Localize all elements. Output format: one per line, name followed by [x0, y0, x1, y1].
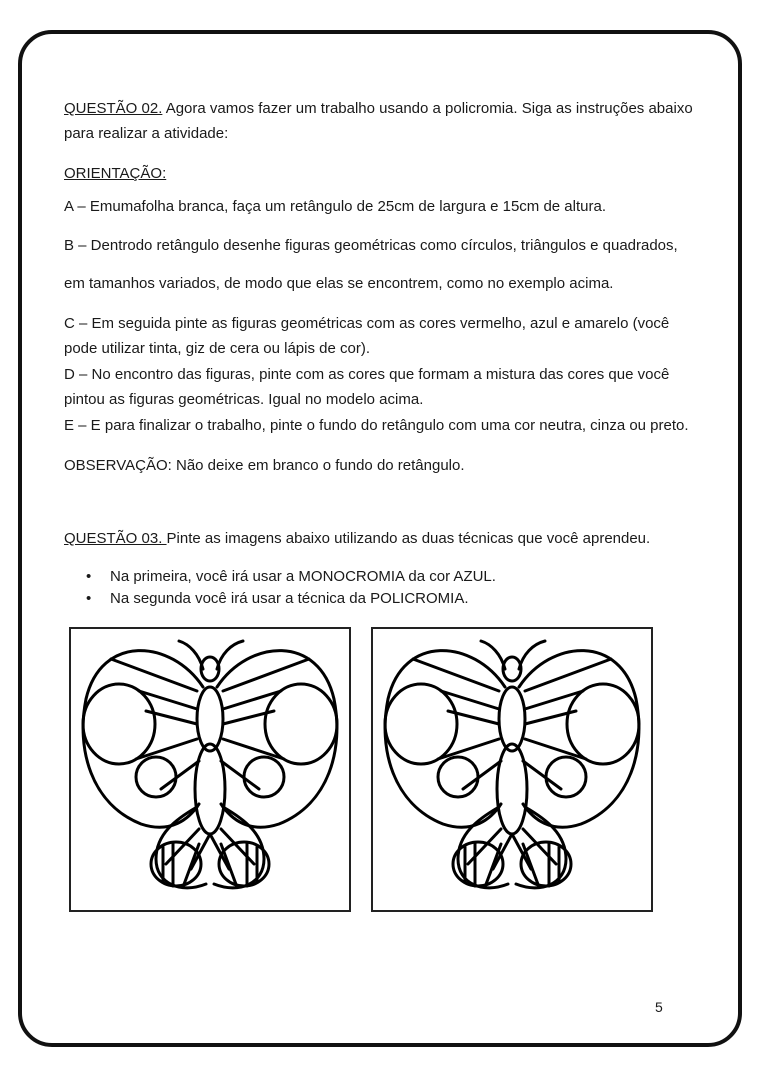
list-item [86, 566, 496, 588]
step-b-line1: B – Dentrodo retângulo desenhe figuras geométricas como círculos, triângulos e quadrados, [64, 237, 678, 254]
step-d: D – No encontro das figuras, pinte com as cores que formam a mistura das cores que você pintou as figuras geométricas. Igual no modelo acima. [64, 366, 670, 408]
bullet-icon: • [86, 568, 92, 585]
question-03-label: QUESTÃO 03. [64, 530, 167, 547]
step-a-letter: A [64, 198, 74, 215]
list-item-text: Na segunda você irá usar a técnica da POLICROMIA. [110, 590, 469, 607]
question-03-text: Pinte as imagens abaixo utilizando as duas técnicas que você aprendeu. [166, 530, 651, 547]
instruction-list [86, 566, 496, 610]
observation: OBSERVAÇÃO: Não deixe em branco o fundo do retângulo. [64, 457, 465, 474]
orientation-label: ORIENTAÇÃO: [64, 165, 167, 182]
step-a-text: – Emumafolha branca, faça um retângulo de 25cm de largura e 15cm de altura. [73, 198, 606, 215]
page-number: 5 [655, 999, 663, 1015]
step-a [64, 194, 606, 219]
list-item [86, 588, 496, 610]
step-b-line2: em tamanhos variados, de modo que elas se encontrem, como no exemplo acima. [64, 275, 614, 292]
list-item-text: Na primeira, você irá usar a MONOCROMIA da cor AZUL. [110, 568, 496, 585]
bullet-icon: • [86, 590, 92, 607]
question-02 [64, 96, 724, 146]
step-c: C – Em seguida pinte as figuras geométricas com as cores vermelho, azul e amarelo (você pode utilizar tinta, giz de cera ou lápis de cor). [64, 315, 670, 357]
question-03 [64, 526, 650, 551]
butterfly-drawing [71, 629, 349, 910]
question-02-label: QUESTÃO 02. [64, 100, 163, 117]
butterfly-image-monochrome [69, 627, 351, 912]
butterfly-image-polychrome [371, 627, 653, 912]
step-e: E – E para finalizar o trabalho, pinte o fundo do retângulo com uma cor neutra, cinza ou preto. [64, 417, 689, 434]
butterfly-drawing [373, 629, 651, 910]
question-02-text: Agora vamos fazer um trabalho usando a policromia. Siga as instruções abaixo para realizar a atividade: [64, 100, 693, 142]
